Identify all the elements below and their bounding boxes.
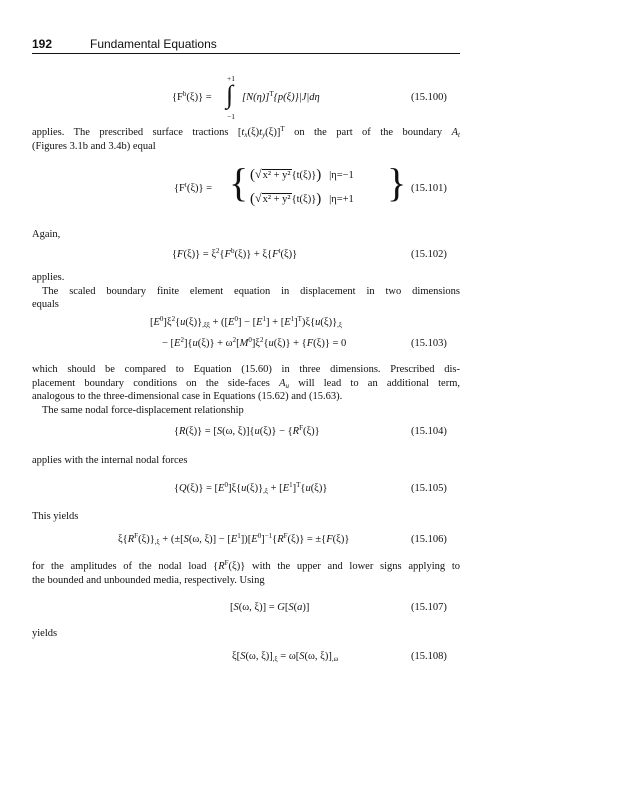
eq-number: (15.102) [411, 249, 447, 260]
eq-15-106-body: $\xi\{R^F(\xi)\}_{,\xi} + (\pm[S(\omega$, $\xi)] - [E^1])[E^0]^{-1}\{R^F(\xi)\} = \pm\{F(\xi)\}$ [118, 532, 350, 546]
eq-15-100-lhs: $\{F^b(\xi)\}$ = [172, 90, 212, 103]
eq-15-102-body: $\{F(\xi)\} = \xi^2\{F^b(\xi)\} + \xi\{F^t(\xi)\}$ [172, 247, 298, 260]
paragraph-6 [32, 560, 460, 587]
text-line: This yields [32, 511, 79, 522]
eq-15-101-row-1: (√x² + y²{t(ξ)}) |η=−1 [250, 167, 354, 183]
text-line: The same nodal force-displacement relationship [42, 404, 244, 416]
again-label: Again, [32, 229, 61, 240]
eq-number: (15.101) [411, 183, 447, 194]
eq-15-101-row-2: (√x² + y²{t(ξ)}) |η=+1 [250, 191, 354, 207]
eq-number: (15.106) [411, 534, 447, 545]
right-brace: } [387, 160, 407, 205]
paragraph-3 [32, 363, 460, 417]
paragraph-4 [32, 454, 460, 468]
page-number: 192 [32, 37, 53, 51]
eq-number: (15.100) [411, 92, 447, 103]
text-line: applies with the internal nodal forces [32, 455, 188, 466]
eq-15-104-body: {R(ξ)} = [S(ω, $\xi)]\{u(\xi)\} - \{R^F(\xi)\}$ [174, 424, 320, 437]
text-line: which should be compared to Equation (15.60) in three dimensions. Prescribed dis- [32, 364, 460, 375]
text-line: yields [32, 628, 58, 639]
page-header [32, 34, 460, 54]
text-line: applies. The prescribed surface tractions $[t_x(\xi)t_y(\xi)]^T$ on the part of the boundary $A_t$ [32, 125, 460, 139]
paragraph-1 [32, 126, 460, 153]
upper-limit: +1 [227, 74, 235, 83]
paragraph-7 [32, 627, 460, 641]
text-line: the bounded and unbounded media, respectively. Using [32, 574, 265, 586]
lower-limit: −1 [227, 112, 235, 121]
text-line: The scaled boundary finite element equation in displacement in two dimensions [42, 285, 460, 297]
eq-15-103-line-2: − $[E^2]\{u(\xi)\} + \omega^2[M^0]\xi^2\{u(\xi)\} + \{F(\xi)\} = 0$ [162, 336, 347, 349]
text-line: for the amplitudes of the nodal load $\{R^F(\xi)\}$ with the upper and lower signs applying to [32, 559, 460, 572]
integral-sign: ∫ [226, 80, 234, 109]
text-line: applies. [32, 272, 65, 283]
paragraph-5 [32, 510, 460, 524]
left-brace: { [229, 160, 249, 205]
eq-number: (15.103) [411, 338, 447, 349]
eq-15-108-body: ξ[S(ω, $\xi)]_{,\xi} = \omega[S(\omega$, $\xi)]_{,\omega}$ [232, 651, 339, 663]
eq-15-103-line-1: $[E^0]\xi^2\{u(\xi)\}_{,\xi\xi} + ([E^0] - [E^1] + [E^1]^T)\xi\{u(\xi)\}_{,\xi}$ [150, 315, 342, 329]
eq-15-107-body: [S(ω, ξ)] = G[S(a)] [230, 602, 310, 613]
eq-15-101-lhs: $\{F^t(\xi)\}$ = [174, 181, 213, 194]
text-line: equals [32, 299, 59, 310]
header-rule [32, 53, 460, 54]
text-line: (Figures 3.1b and 3.4b) equal [32, 140, 156, 152]
text-line: analogous to the three-dimensional case in Equations (15.62) and (15.63). [32, 391, 343, 402]
paragraph-2 [32, 271, 460, 312]
eq-number: (15.108) [411, 651, 447, 662]
eq-number: (15.104) [411, 426, 447, 437]
text-line: placement boundary conditions on the side-faces $A_u$ will lead to an additional term, [32, 377, 460, 390]
running-title: Fundamental Equations [90, 37, 217, 51]
eq-number: (15.107) [411, 602, 447, 613]
eq-15-100-integrand: $[N(\eta)]^T\{p(\xi)\}|J|d\eta$ [242, 90, 320, 103]
eq-number: (15.105) [411, 483, 447, 494]
eq-15-105-body: $\{Q(\xi)\} = [E^0]\xi\{u(\xi)\}_{,\xi} + [E^1]^T\{u(\xi)\}$ [174, 481, 328, 495]
